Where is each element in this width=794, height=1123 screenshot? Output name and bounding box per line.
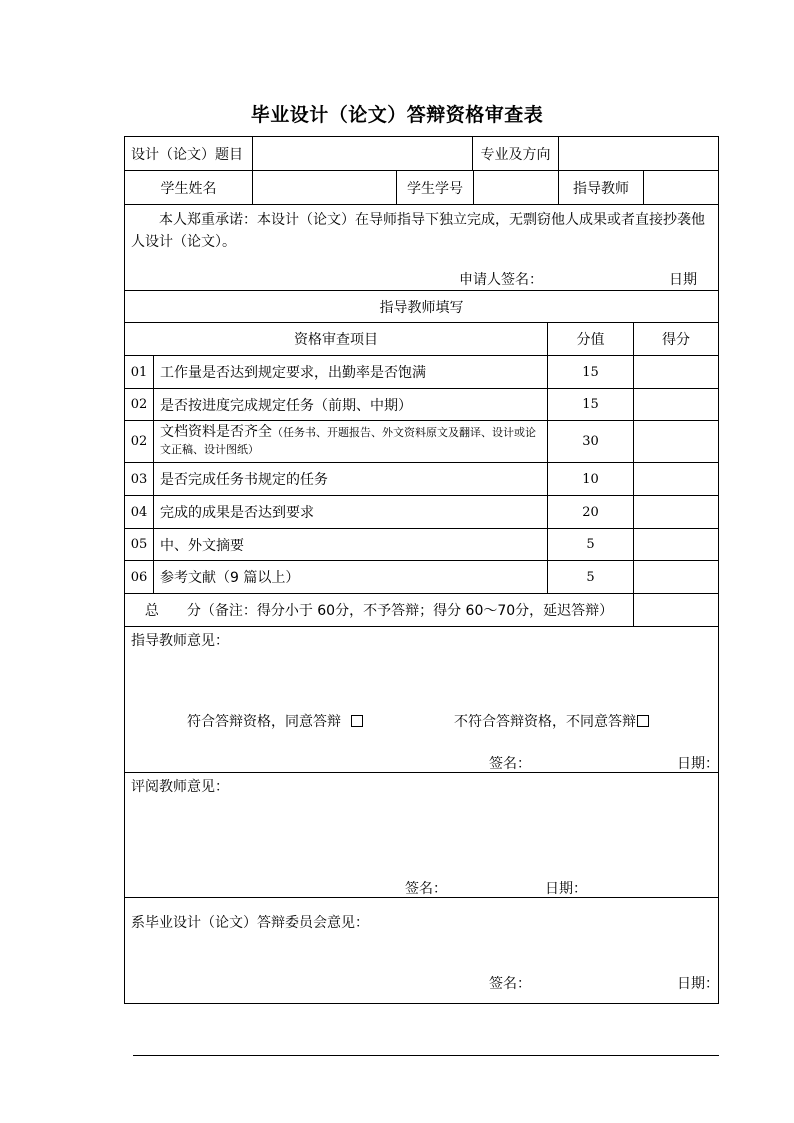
row-score: 20 xyxy=(547,495,634,529)
committee-opinion-box[interactable] xyxy=(124,897,719,1004)
committee-signature-label: 签名： xyxy=(489,976,531,992)
applicant-signature-label: 申请人签名： xyxy=(459,272,543,288)
qualification-review-table xyxy=(125,137,719,1005)
approve-option[interactable] xyxy=(187,711,363,731)
reviewer-date-label: 日期： xyxy=(545,881,587,897)
row-item-text: 是否按进度完成规定任务（前期、中期） xyxy=(153,388,548,421)
reviewer-signature-label: 签名： xyxy=(405,881,447,897)
row-number: 06 xyxy=(124,560,154,594)
student-name-label: 学生姓名 xyxy=(124,170,253,205)
advisor-field[interactable] xyxy=(643,170,719,205)
student-name-field[interactable] xyxy=(252,170,397,205)
row-got-field[interactable] xyxy=(633,495,719,529)
footer-divider xyxy=(133,1055,719,1056)
pledge-date-label: 日期 xyxy=(669,272,697,288)
row-number: 05 xyxy=(124,528,154,561)
item-column-header: 资格审查项目 xyxy=(124,322,548,356)
major-field[interactable] xyxy=(558,136,719,171)
total-score-label: 总 分（备注：得分小于 60分，不予答辩；得分 60～70分，延迟答辩） xyxy=(124,593,634,627)
advisor-signature-label: 签名： xyxy=(489,756,531,772)
row-got-field[interactable] xyxy=(633,560,719,594)
row-item-note: （任务书、开题报告、外文资料原文及翻译、设计或论文正稿、设计图纸） xyxy=(160,426,536,456)
row-item-text: 参考文献（9 篇以上） xyxy=(153,560,548,594)
score-column-header: 分值 xyxy=(547,322,634,356)
topic-label: 设计（论文）题目 xyxy=(124,136,253,171)
advisor-opinion-label: 指导教师意见： xyxy=(131,633,229,649)
committee-date-label: 日期： xyxy=(677,976,719,992)
form-title: 毕业设计（论文）答辩资格审查表 xyxy=(250,104,544,126)
row-score: 5 xyxy=(547,560,634,594)
row-item-text: 文档资料是否齐全 xyxy=(160,424,272,440)
row-score: 5 xyxy=(547,528,634,561)
advisor-opinion-box[interactable] xyxy=(124,626,719,773)
row-got-field[interactable] xyxy=(633,462,719,496)
pledge-text: 本人郑重承诺：本设计（论文）在导师指导下独立完成，无剽窃他人成果或者直接抄袭他人设计（论文）。 xyxy=(131,212,705,250)
row-got-field[interactable] xyxy=(633,420,719,463)
approve-checkbox[interactable] xyxy=(351,715,363,727)
row-number: 02 xyxy=(124,388,154,421)
advisor-label: 指导教师 xyxy=(558,170,644,205)
row-item-text: 中、外文摘要 xyxy=(153,528,548,561)
pledge-box xyxy=(124,204,719,291)
advisor-date-label: 日期： xyxy=(677,756,719,772)
row-score: 10 xyxy=(547,462,634,496)
row-score: 30 xyxy=(547,420,634,463)
reject-option-label: 不符合答辩资格，不同意答辩 xyxy=(454,714,636,730)
row-score: 15 xyxy=(547,388,634,421)
approve-option-label: 符合答辩资格，同意答辩 xyxy=(187,714,341,730)
reviewer-opinion-label: 评阅教师意见： xyxy=(131,779,229,795)
advisor-section-title: 指导教师填写 xyxy=(124,290,719,323)
reject-checkbox[interactable] xyxy=(637,715,649,727)
major-label: 专业及方向 xyxy=(472,136,559,171)
row-number: 02 xyxy=(124,420,154,463)
got-column-header: 得分 xyxy=(633,322,719,356)
row-item-text: 工作量是否达到规定要求，出勤率是否饱满 xyxy=(153,355,548,389)
row-item-text: 是否完成任务书规定的任务 xyxy=(153,462,548,496)
row-number: 04 xyxy=(124,495,154,529)
student-id-field[interactable] xyxy=(473,170,559,205)
reviewer-opinion-box[interactable] xyxy=(124,772,719,898)
topic-field[interactable] xyxy=(252,136,473,171)
reject-option[interactable] xyxy=(454,711,649,731)
total-score-field[interactable] xyxy=(633,593,719,627)
row-got-field[interactable] xyxy=(633,355,719,389)
row-item-text-multiline xyxy=(153,420,548,463)
row-got-field[interactable] xyxy=(633,388,719,421)
row-number: 03 xyxy=(124,462,154,496)
student-id-label: 学生学号 xyxy=(396,170,474,205)
row-score: 15 xyxy=(547,355,634,389)
row-number: 01 xyxy=(124,355,154,389)
row-item-text: 完成的成果是否达到要求 xyxy=(153,495,548,529)
row-got-field[interactable] xyxy=(633,528,719,561)
committee-opinion-label: 系毕业设计（论文）答辩委员会意见： xyxy=(131,915,369,931)
